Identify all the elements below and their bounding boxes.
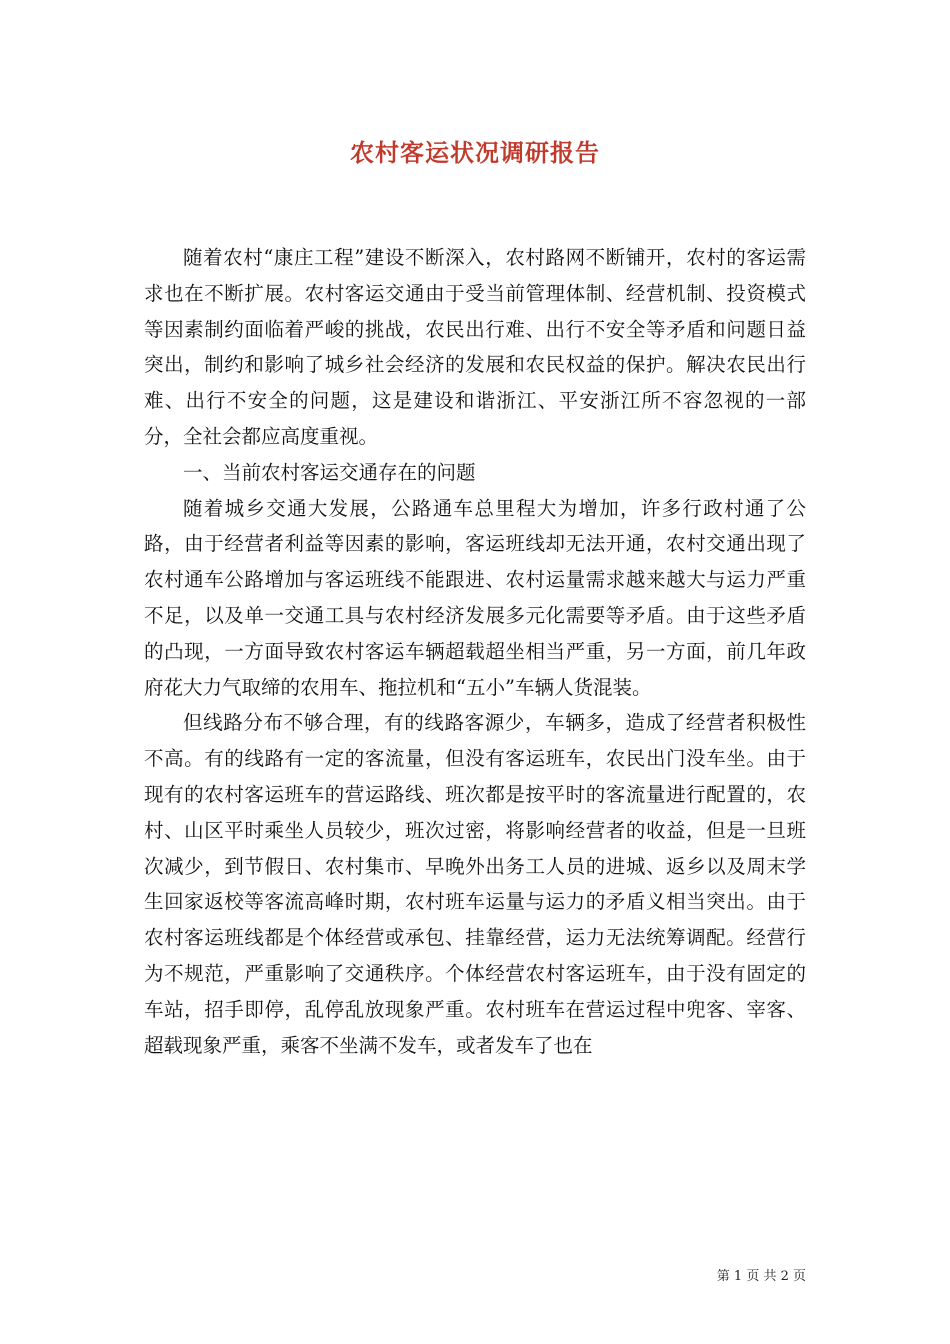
paragraph-problems-2: 但线路分布不够合理，有的线路客源少，车辆多，造成了经营者积极性不高。有的线路有一定的客流量，但没有客运班车，农民出门没车坐。由于现有的农村客运班车的营运路线、班次都是按平时的客流量进行配置的，农村、山区平时乘坐人员较少，班次过密，将影响经营者的收益，但是一旦班次减少，到节假日、农村集市、早晚外出务工人员的进城、返乡以及周末学生回家返校等客流高峰时期，农村班车运量与运力的矛盾义相当突出。由于农村客运班线都是个体经营或承包、挂靠经营，运力无法统筹调配。经营行为不规范，严重影响了交通秩序。个体经营农村客运班车，由于没有固定的车站，招手即停，乱停乱放现象严重。农村班车在营运过程中兜客、宰客、超载现象严重，乘客不坐满不发车，或者发车了也在: [144, 711, 806, 1057]
section-heading-problems: 一、当前农村客运交通存在的问题: [183, 460, 476, 484]
paragraph-problems-1: 随着城乡交通大发展，公路通车总里程大为增加，许多行政村通了公路，由于经营者利益等因素的影响，客运班线却无法开通，农村交通出现了农村通车公路增加与客运班线不能跟进、农村运量需求越来越大与运力严重不足，以及单一交通工具与农村经济发展多元化需要等矛盾。由于这些矛盾的凸现，一方面导致农村客运车辆超载超坐相当严重，另一方面，前几年政府花大力气取缔的农用车、拖拉机和“五小”车辆人货混装。: [144, 496, 806, 699]
paragraph-intro: 随着农村“康庄工程”建设不断深入，农村路网不断铺开，农村的客运需求也在不断扩展。农村客运交通由于受当前管理体制、经营机制、投资模式等因素制约面临着严峻的挑战，农民出行难、出行不安全等矛盾和问题日益突出，制约和影响了城乡社会经济的发展和农民权益的保护。解决农民出行难、出行不安全的问题，这是建设和谐浙江、平安浙江所不容忽视的一部分，全社会都应高度重视。: [144, 246, 806, 448]
page-title: 农村客运状况调研报告: [350, 138, 600, 167]
document-body: [144, 240, 806, 1063]
page-number-footer: 第 1 页 共 2 页: [716, 1269, 806, 1284]
